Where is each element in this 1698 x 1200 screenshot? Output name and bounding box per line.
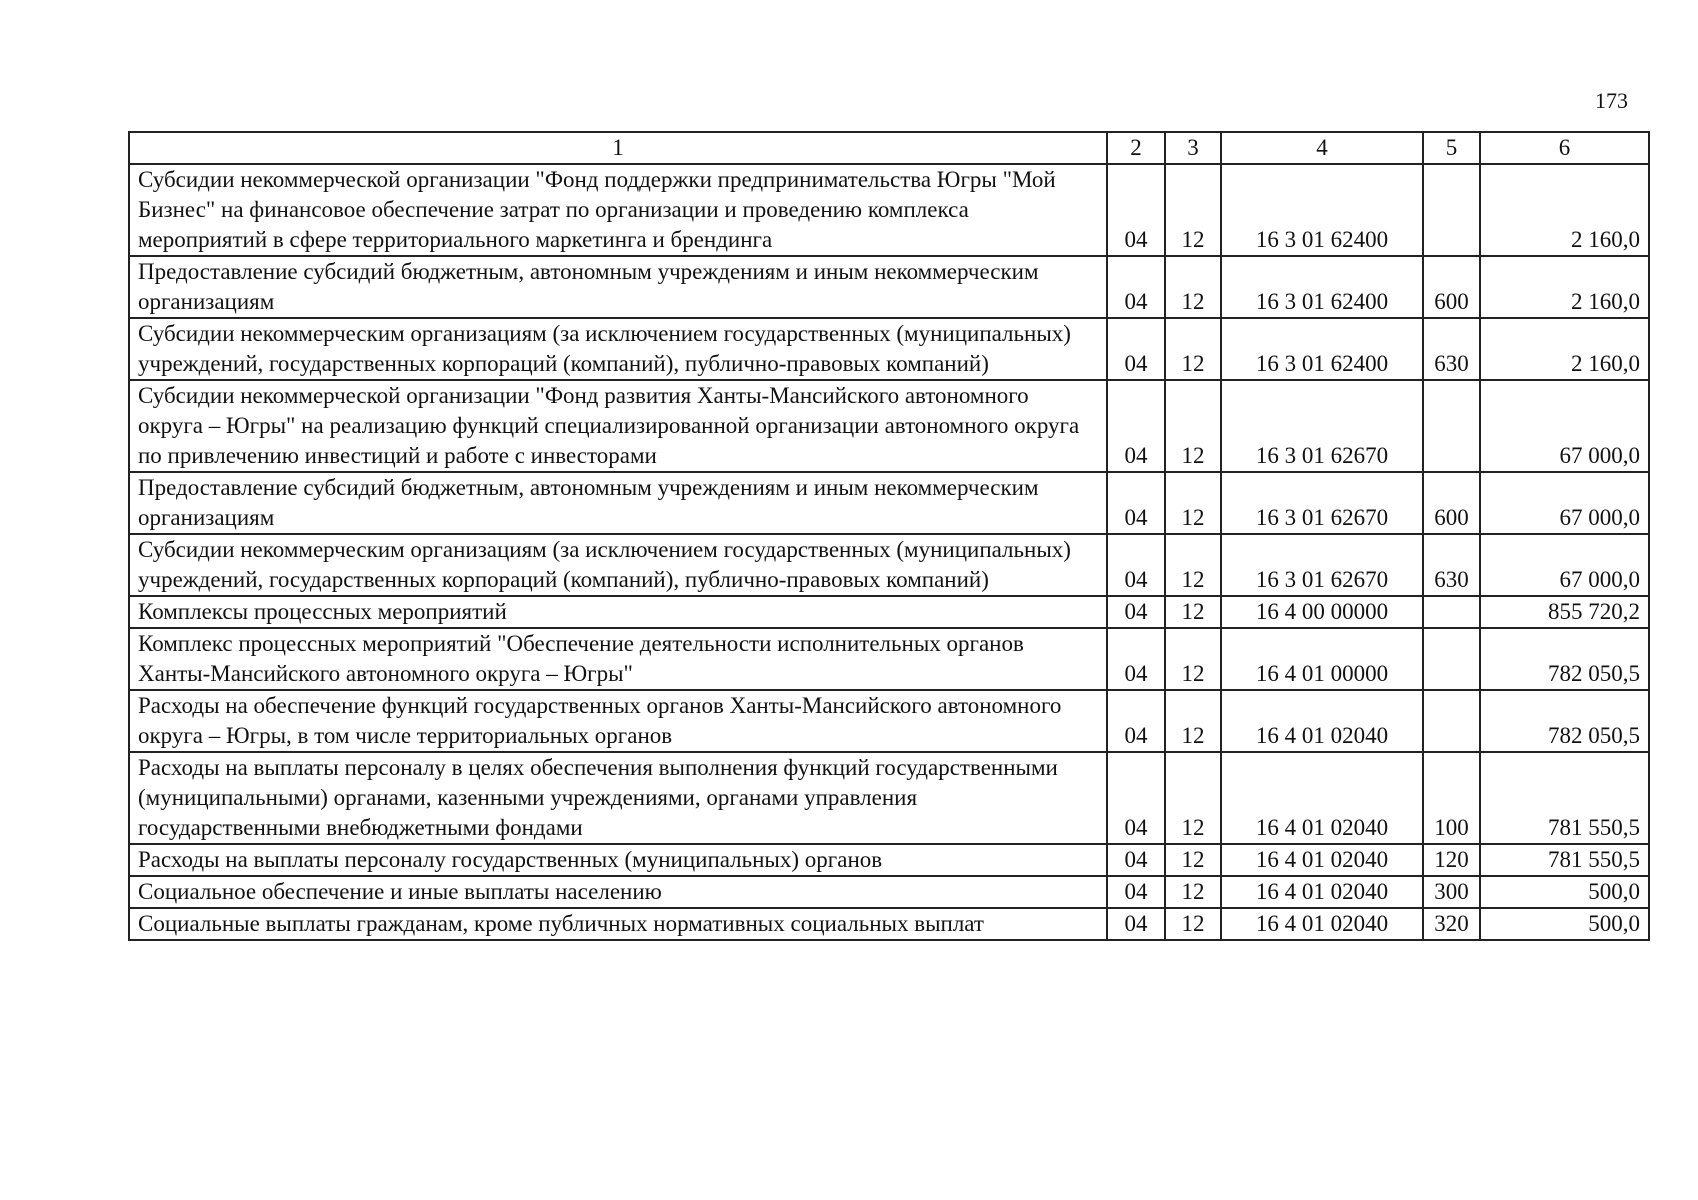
row-name: Комплекс процессных мероприятий "Обеспечение деятельности исполнительных органов Ханты-Мансийского автономного округа – Югры" xyxy=(129,628,1107,690)
row-target-article: 16 3 01 62400 xyxy=(1221,318,1423,380)
header-col-1: 1 xyxy=(129,132,1107,164)
row-name: Социальное обеспечение и иные выплаты населению xyxy=(129,876,1107,908)
row-section-code: 04 xyxy=(1107,318,1165,380)
row-target-article: 16 3 01 62670 xyxy=(1221,380,1423,472)
row-target-article: 16 4 01 02040 xyxy=(1221,876,1423,908)
table-row xyxy=(129,534,1649,596)
row-expense-type: 600 xyxy=(1423,256,1480,318)
row-section-code: 04 xyxy=(1107,876,1165,908)
row-section-code: 04 xyxy=(1107,256,1165,318)
row-amount: 500,0 xyxy=(1480,876,1649,908)
table-row xyxy=(129,844,1649,876)
row-target-article: 16 3 01 62400 xyxy=(1221,256,1423,318)
table-row xyxy=(129,596,1649,628)
row-section-code: 04 xyxy=(1107,534,1165,596)
row-amount: 782 050,5 xyxy=(1480,690,1649,752)
row-amount: 2 160,0 xyxy=(1480,318,1649,380)
row-subsection-code: 12 xyxy=(1165,908,1221,940)
row-expense-type xyxy=(1423,596,1480,628)
table-row xyxy=(129,690,1649,752)
row-expense-type: 120 xyxy=(1423,844,1480,876)
row-subsection-code: 12 xyxy=(1165,380,1221,472)
row-subsection-code: 12 xyxy=(1165,596,1221,628)
row-expense-type: 630 xyxy=(1423,534,1480,596)
row-section-code: 04 xyxy=(1107,908,1165,940)
row-target-article: 16 3 01 62670 xyxy=(1221,534,1423,596)
row-section-code: 04 xyxy=(1107,752,1165,844)
row-name: Субсидии некоммерческой организации "Фонд развития Ханты-Мансийского автономного округа – Югры" на реализацию функций специализированной организации автономного округа по привлечению инвестиций и работе с инвесторами xyxy=(129,380,1107,472)
row-expense-type: 320 xyxy=(1423,908,1480,940)
row-expense-type xyxy=(1423,628,1480,690)
row-expense-type xyxy=(1423,380,1480,472)
header-col-6: 6 xyxy=(1480,132,1649,164)
row-section-code: 04 xyxy=(1107,164,1165,256)
row-amount: 781 550,5 xyxy=(1480,752,1649,844)
header-col-3: 3 xyxy=(1165,132,1221,164)
row-subsection-code: 12 xyxy=(1165,164,1221,256)
row-target-article: 16 4 01 02040 xyxy=(1221,908,1423,940)
table-row xyxy=(129,628,1649,690)
row-target-article: 16 4 00 00000 xyxy=(1221,596,1423,628)
row-subsection-code: 12 xyxy=(1165,752,1221,844)
row-target-article: 16 4 01 02040 xyxy=(1221,690,1423,752)
page-number: 173 xyxy=(1595,88,1628,113)
row-subsection-code: 12 xyxy=(1165,534,1221,596)
table-row xyxy=(129,256,1649,318)
row-name: Субсидии некоммерческим организациям (за исключением государственных (муниципальных) учреждений, государственных корпораций (компаний), публично-правовых компаний) xyxy=(129,534,1107,596)
header-col-2: 2 xyxy=(1107,132,1165,164)
row-section-code: 04 xyxy=(1107,596,1165,628)
row-name: Социальные выплаты гражданам, кроме публичных нормативных социальных выплат xyxy=(129,908,1107,940)
row-expense-type: 100 xyxy=(1423,752,1480,844)
row-target-article: 16 4 01 00000 xyxy=(1221,628,1423,690)
row-name: Субсидии некоммерческой организации "Фонд поддержки предпринимательства Югры "Мой Бизнес" на финансовое обеспечение затрат по организации и проведению комплекса мероприятий в сфере территориального маркетинга и брендинга xyxy=(129,164,1107,256)
row-name: Субсидии некоммерческим организациям (за исключением государственных (муниципальных) учреждений, государственных корпораций (компаний), публично-правовых компаний) xyxy=(129,318,1107,380)
row-name: Предоставление субсидий бюджетным, автономным учреждениям и иным некоммерческим организациям xyxy=(129,472,1107,534)
row-amount: 67 000,0 xyxy=(1480,534,1649,596)
table-row xyxy=(129,472,1649,534)
row-name: Расходы на выплаты персоналу государственных (муниципальных) органов xyxy=(129,844,1107,876)
table-row xyxy=(129,318,1649,380)
row-expense-type: 300 xyxy=(1423,876,1480,908)
row-expense-type xyxy=(1423,164,1480,256)
row-amount: 855 720,2 xyxy=(1480,596,1649,628)
row-subsection-code: 12 xyxy=(1165,472,1221,534)
budget-table xyxy=(128,131,1650,941)
table-row xyxy=(129,876,1649,908)
row-name: Комплексы процессных мероприятий xyxy=(129,596,1107,628)
row-subsection-code: 12 xyxy=(1165,876,1221,908)
row-amount: 2 160,0 xyxy=(1480,164,1649,256)
row-expense-type: 630 xyxy=(1423,318,1480,380)
row-subsection-code: 12 xyxy=(1165,690,1221,752)
row-name: Расходы на обеспечение функций государственных органов Ханты-Мансийского автономного округа – Югры, в том числе территориальных органов xyxy=(129,690,1107,752)
row-amount: 500,0 xyxy=(1480,908,1649,940)
row-amount: 67 000,0 xyxy=(1480,380,1649,472)
row-target-article: 16 3 01 62670 xyxy=(1221,472,1423,534)
table-row xyxy=(129,380,1649,472)
row-section-code: 04 xyxy=(1107,844,1165,876)
row-amount: 2 160,0 xyxy=(1480,256,1649,318)
table-row xyxy=(129,752,1649,844)
row-section-code: 04 xyxy=(1107,690,1165,752)
row-target-article: 16 4 01 02040 xyxy=(1221,752,1423,844)
row-expense-type: 600 xyxy=(1423,472,1480,534)
row-amount: 781 550,5 xyxy=(1480,844,1649,876)
row-name: Расходы на выплаты персоналу в целях обеспечения выполнения функций государственными (муниципальными) органами, казенными учреждениями, органами управления государственными внебюджетными фондами xyxy=(129,752,1107,844)
row-section-code: 04 xyxy=(1107,380,1165,472)
row-target-article: 16 4 01 02040 xyxy=(1221,844,1423,876)
table-header-row xyxy=(129,132,1649,164)
row-section-code: 04 xyxy=(1107,628,1165,690)
row-target-article: 16 3 01 62400 xyxy=(1221,164,1423,256)
row-section-code: 04 xyxy=(1107,472,1165,534)
header-col-5: 5 xyxy=(1423,132,1480,164)
table-row xyxy=(129,908,1649,940)
row-expense-type xyxy=(1423,690,1480,752)
row-name: Предоставление субсидий бюджетным, автономным учреждениям и иным некоммерческим организациям xyxy=(129,256,1107,318)
row-amount: 782 050,5 xyxy=(1480,628,1649,690)
row-subsection-code: 12 xyxy=(1165,844,1221,876)
header-col-4: 4 xyxy=(1221,132,1423,164)
row-subsection-code: 12 xyxy=(1165,256,1221,318)
row-subsection-code: 12 xyxy=(1165,318,1221,380)
row-subsection-code: 12 xyxy=(1165,628,1221,690)
table-row xyxy=(129,164,1649,256)
row-amount: 67 000,0 xyxy=(1480,472,1649,534)
